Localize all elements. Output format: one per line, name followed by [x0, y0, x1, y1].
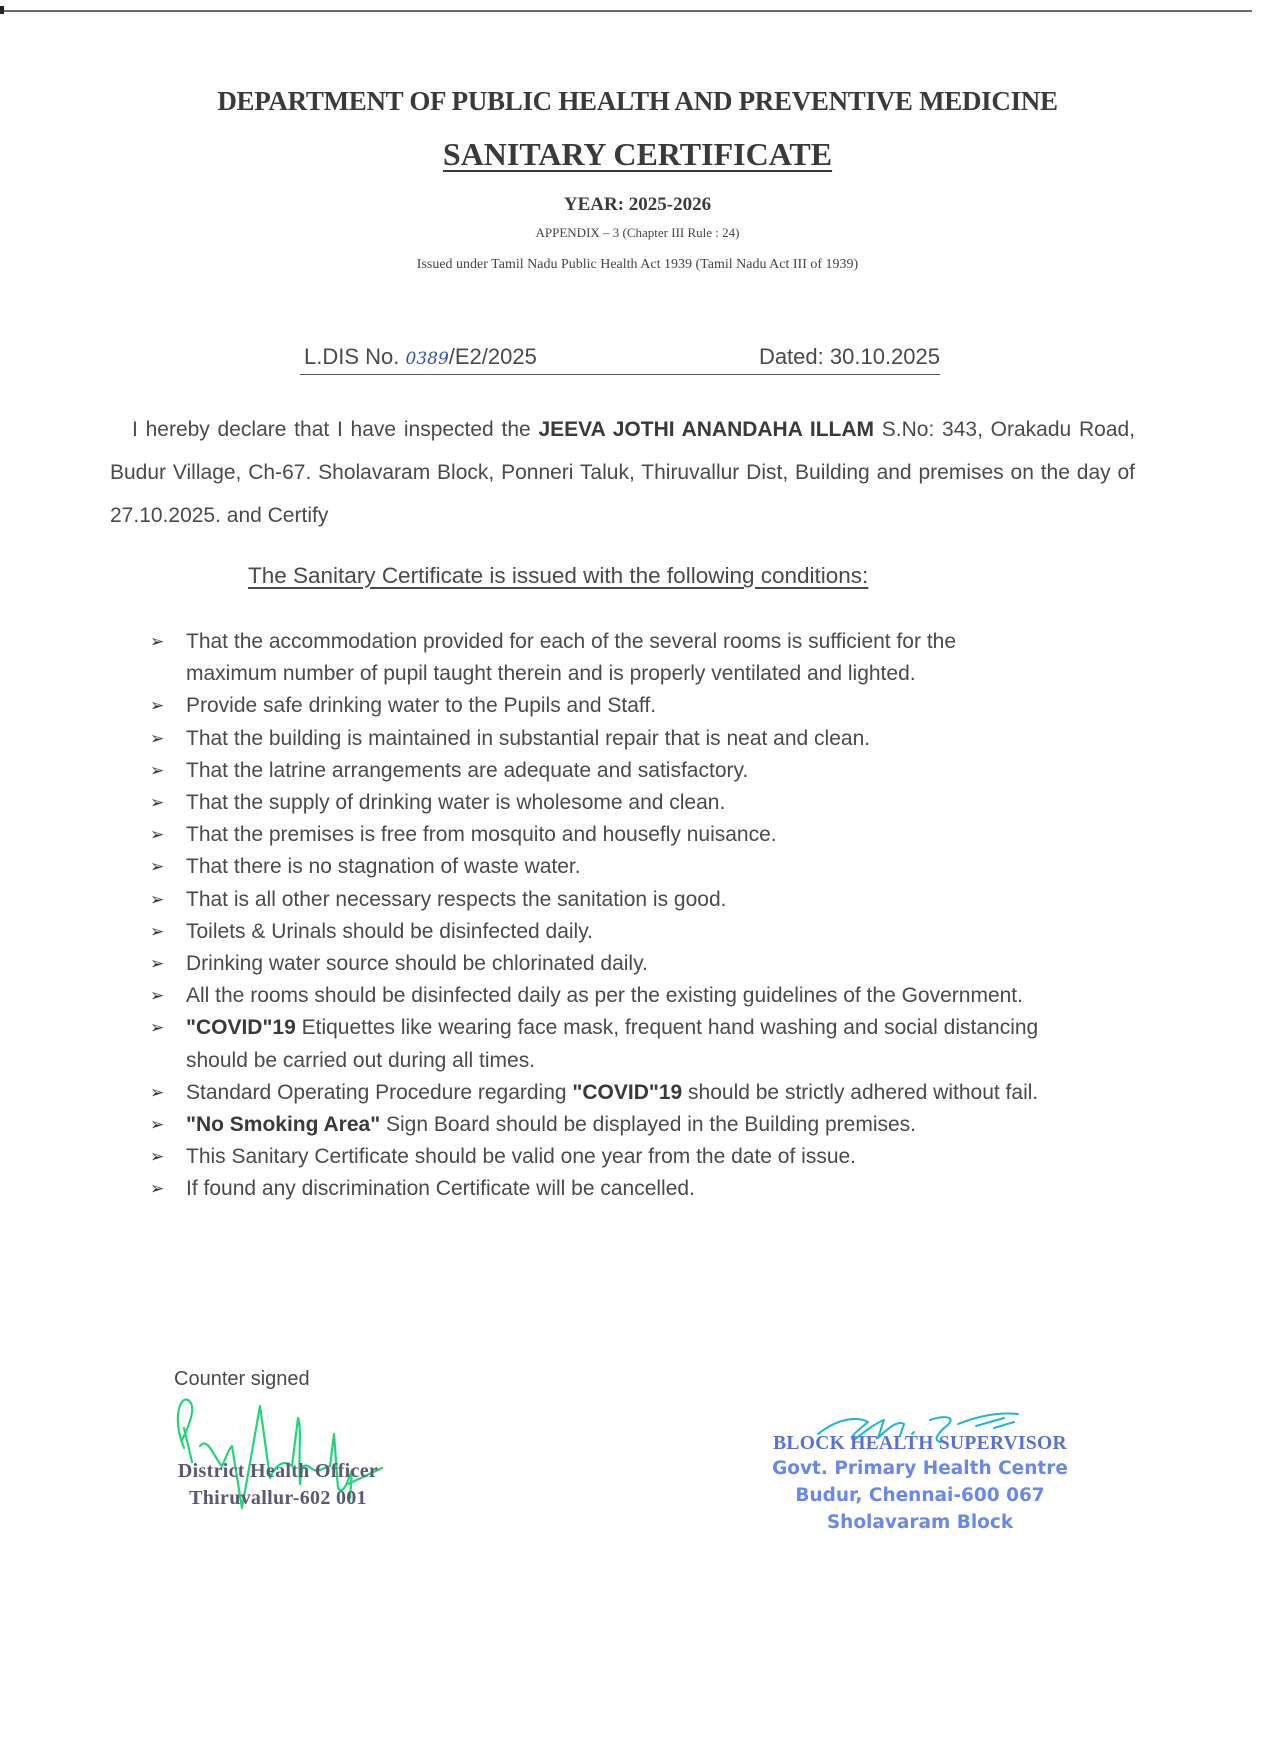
condition-text: All the rooms should be disinfected daily as per the existing guidelines of the Government.	[186, 984, 1023, 1008]
conditions-list	[150, 626, 1050, 1206]
condition-item	[150, 690, 1050, 722]
counter-signed-label: Counter signed	[174, 1368, 310, 1390]
condition-text: should be strictly adhered without fail.	[682, 1080, 1039, 1104]
condition-text: Drinking water source should be chlorinated daily.	[186, 952, 648, 976]
arrowhead-bullet-icon: ➢	[150, 889, 165, 909]
condition-text: Etiquettes like wearing face mask, frequent hand washing and social distancing should be carried out during all times.	[186, 1016, 1039, 1072]
condition-text: That there is no stagnation of waste water.	[186, 855, 581, 879]
declaration-address: S.No: 343, Orakadu Road, Budur Village, Ch-67. Sholavaram Block, Ponneri Taluk, Thiruvallur Dist, Building and premises on the day of 27.10.2025. and Certify	[110, 418, 1136, 527]
condition-text: Toilets & Urinals should be disinfected daily.	[186, 919, 593, 943]
arrowhead-bullet-icon: ➢	[150, 1115, 165, 1135]
condition-item	[150, 1012, 1050, 1076]
district-officer-location: Thiruvallur-602 001	[189, 1487, 367, 1509]
ldis-handwritten-number: 0389	[405, 349, 449, 369]
declaration-intro: I hereby declare that I have inspected the	[132, 418, 531, 441]
condition-item	[150, 755, 1050, 787]
condition-text: That is all other necessary respects the sanitation is good.	[186, 887, 727, 911]
arrowhead-bullet-icon: ➢	[150, 793, 165, 813]
issued-under-act: Issued under Tamil Nadu Public Health Act 1939 (Tamil Nadu Act III of 1939)	[416, 257, 859, 272]
arrowhead-bullet-icon: ➢	[150, 1147, 165, 1167]
condition-item	[150, 916, 1050, 948]
block-supervisor-address: Budur, Chennai-600 067	[795, 1485, 1045, 1506]
district-officer-title: District Health Officer	[177, 1460, 379, 1482]
condition-item	[150, 884, 1050, 916]
certificate-title	[0, 136, 1275, 173]
arrowhead-bullet-icon: ➢	[150, 1018, 165, 1038]
ldis-suffix: /E2/2025	[448, 344, 537, 369]
condition-text: This Sanitary Certificate should be valid one year from the date of issue.	[186, 1145, 857, 1169]
declaration-paragraph	[110, 408, 1135, 537]
page-top-rule	[0, 10, 1252, 12]
dated	[759, 344, 940, 370]
condition-item	[150, 1077, 1050, 1109]
certificate-year: YEAR: 2025-2026	[563, 194, 712, 215]
condition-text: Provide safe drinking water to the Pupils and Staff.	[186, 694, 657, 718]
condition-text: Sign Board should be displayed in the Building premises.	[380, 1113, 916, 1137]
block-supervisor-title: BLOCK HEALTH SUPERVISOR	[773, 1433, 1067, 1454]
condition-text: That the premises is free from mosquito and housefly nuisance.	[186, 823, 777, 847]
condition-item	[150, 1141, 1050, 1173]
arrowhead-bullet-icon: ➢	[150, 760, 165, 780]
condition-item	[150, 819, 1050, 851]
arrowhead-bullet-icon: ➢	[150, 632, 165, 651]
condition-item	[150, 851, 1050, 883]
condition-text: That the supply of drinking water is wholesome and clean.	[186, 791, 726, 815]
block-health-supervisor-stamp	[750, 1433, 1090, 1536]
reference-line	[300, 344, 940, 375]
arrowhead-bullet-icon: ➢	[150, 825, 165, 845]
condition-text: That the accommodation provided for each of the several rooms is sufficient for the maximum number of pupil taught therein and is properly ventilated and lighted.	[186, 630, 957, 686]
certificate-title-text: SANITARY CERTIFICATE	[442, 136, 833, 172]
ldis-prefix: L.DIS No.	[304, 344, 400, 369]
institution-name: JEEVA JOTHI ANANDAHA ILLAM	[538, 418, 875, 441]
conditions-heading: The Sanitary Certificate is issued with the following conditions:	[248, 563, 869, 588]
condition-item	[150, 723, 1050, 755]
condition-item	[150, 1109, 1050, 1141]
condition-text: If found any discrimination Certificate will be cancelled.	[186, 1177, 695, 1201]
district-health-officer-block	[128, 1458, 428, 1512]
block-supervisor-block: Sholavaram Block	[826, 1512, 1014, 1533]
block-supervisor-institution: Govt. Primary Health Centre	[772, 1458, 1068, 1479]
arrowhead-bullet-icon: ➢	[150, 921, 165, 941]
arrowhead-bullet-icon: ➢	[150, 728, 165, 748]
condition-text: That the building is maintained in substantial repair that is neat and clean.	[186, 726, 871, 750]
condition-text: That the latrine arrangements are adequate and satisfactory.	[186, 758, 749, 782]
arrowhead-bullet-icon: ➢	[150, 696, 165, 716]
arrowhead-bullet-icon: ➢	[150, 1179, 165, 1199]
condition-emphasis: "No Smoking Area"	[186, 1113, 381, 1137]
condition-emphasis: "COVID"19	[572, 1080, 683, 1104]
condition-item	[150, 626, 1050, 690]
condition-item	[150, 948, 1050, 980]
arrowhead-bullet-icon: ➢	[150, 857, 165, 877]
dated-value: 30.10.2025	[829, 344, 940, 369]
condition-text: Standard Operating Procedure regarding	[186, 1080, 573, 1104]
condition-emphasis: "COVID"19	[186, 1016, 296, 1040]
condition-item	[150, 1173, 1050, 1205]
arrowhead-bullet-icon: ➢	[150, 1082, 165, 1102]
arrowhead-bullet-icon: ➢	[150, 954, 165, 974]
condition-item	[150, 980, 1050, 1012]
department-name: DEPARTMENT OF PUBLIC HEALTH AND PREVENTIVE MEDICINE	[217, 86, 1058, 116]
dated-label: Dated:	[758, 344, 824, 369]
scan-edge-mark	[0, 6, 4, 14]
arrowhead-bullet-icon: ➢	[150, 986, 165, 1006]
condition-item	[150, 787, 1050, 819]
appendix-reference: APPENDIX – 3 (Chapter III Rule : 24)	[535, 225, 740, 240]
ldis-number	[304, 344, 537, 370]
